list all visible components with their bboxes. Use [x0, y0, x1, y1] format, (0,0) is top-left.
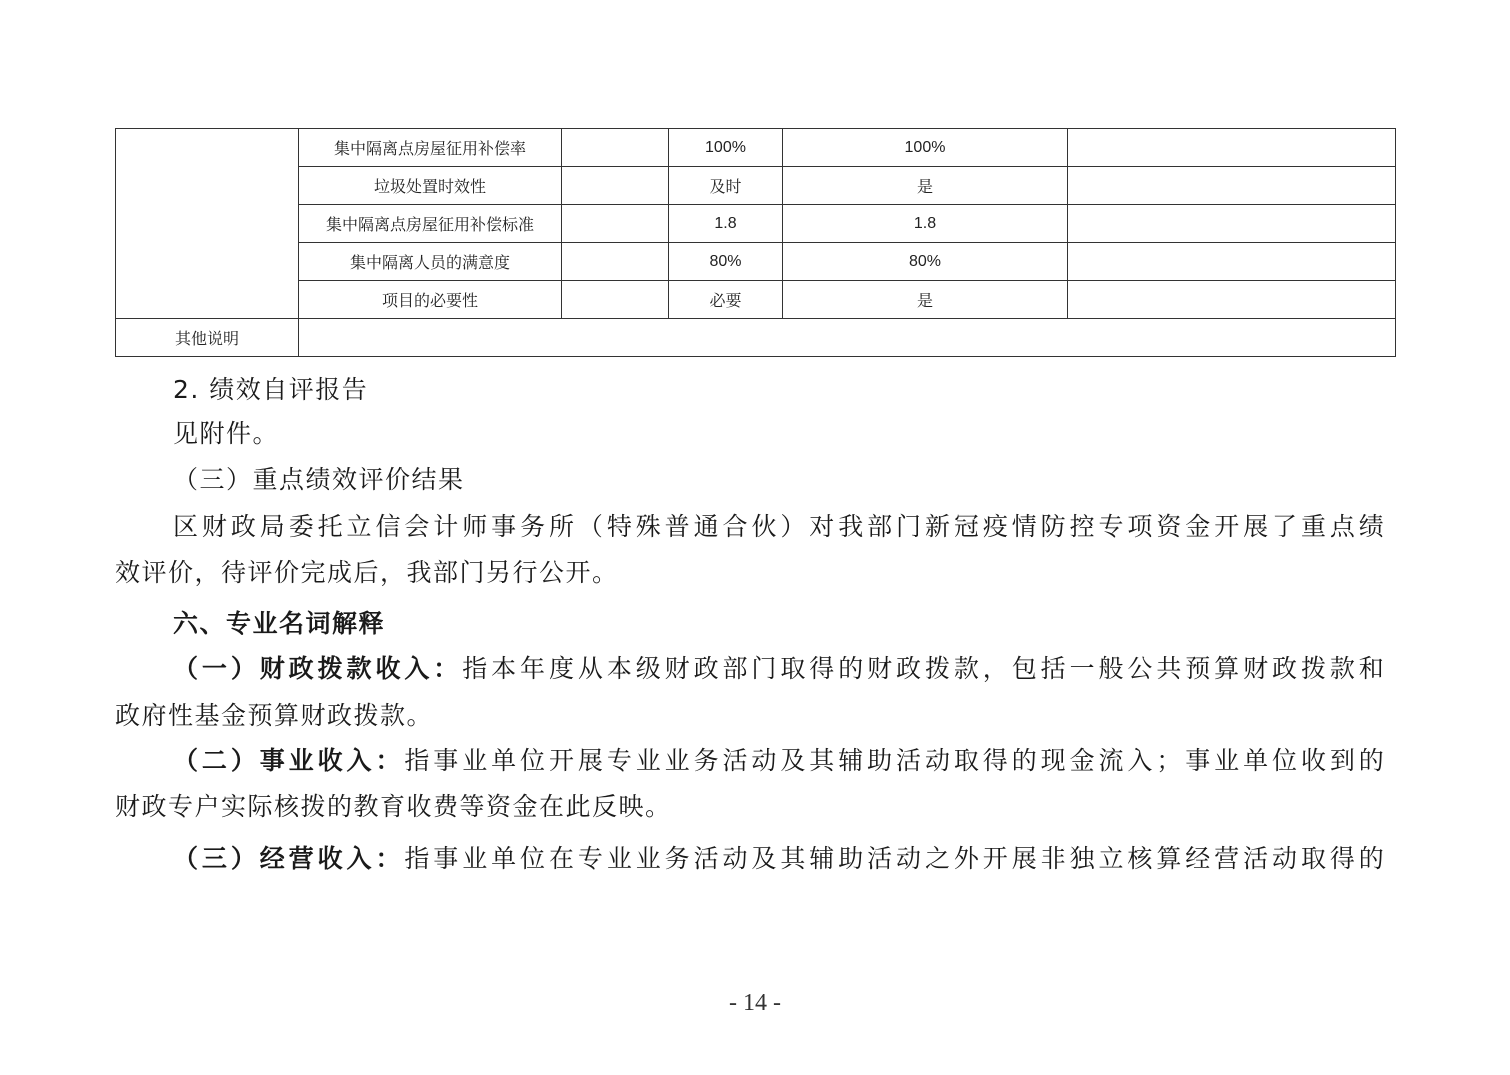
- indicator-cell: 项目的必要性: [299, 281, 562, 319]
- term1-line1: [173, 649, 1385, 685]
- target-cell: 必要: [669, 281, 783, 319]
- blank-cell: [562, 243, 669, 281]
- target-cell: 1.8: [669, 205, 783, 243]
- term3-line1: [173, 839, 1385, 875]
- blank-cell: [562, 205, 669, 243]
- note-cell: [1068, 167, 1396, 205]
- actual-cell: 是: [783, 281, 1068, 319]
- note-cell: [1068, 243, 1396, 281]
- indicator-cell: 集中隔离点房屋征用补偿率: [299, 129, 562, 167]
- table-row-other: [116, 319, 1396, 357]
- indicator-cell: 垃圾处置时效性: [299, 167, 562, 205]
- term3-text: 指事业单位在专业业务活动及其辅助活动之外开展非独立核算经营活动取得的: [404, 844, 1385, 873]
- term3-title: （三）经营收入：: [173, 844, 405, 873]
- page-number: - 14 -: [729, 990, 781, 1016]
- note-cell: [1068, 281, 1396, 319]
- term2-title: （二）事业收入：: [173, 746, 405, 775]
- term2-text: 指事业单位开展专业业务活动及其辅助活动取得的现金流入；事业单位收到的: [404, 746, 1385, 775]
- table-row: [116, 129, 1396, 167]
- performance-table: [115, 128, 1396, 357]
- actual-cell: 是: [783, 167, 1068, 205]
- note-cell: [1068, 205, 1396, 243]
- note-cell: [1068, 129, 1396, 167]
- term1-line2: 政府性基金预算财政拨款。: [115, 701, 434, 730]
- actual-cell: 1.8: [783, 205, 1068, 243]
- other-value-cell: [299, 319, 1396, 357]
- blank-cell: [562, 167, 669, 205]
- table-row: [116, 167, 1396, 205]
- key-eval-paragraph-line2: 效评价，待评价完成后，我部门另行公开。: [115, 558, 619, 587]
- term1-text: 指本年度从本级财政部门取得的财政拨款，包括一般公共预算财政拨款和: [462, 654, 1385, 683]
- blank-cell: [562, 281, 669, 319]
- key-eval-paragraph-line1: 区财政局委托立信会计师事务所（特殊普通合伙）对我部门新冠疫情防控专项资金开展了重点绩: [173, 512, 1385, 541]
- heading-terms: 六、专业名词解释: [173, 609, 386, 638]
- term2-line2: 财政专户实际核拨的教育收费等资金在此反映。: [115, 792, 672, 821]
- table-row: [116, 281, 1396, 319]
- actual-cell: 100%: [783, 129, 1068, 167]
- indicator-cell: 集中隔离点房屋征用补偿标准: [299, 205, 562, 243]
- target-cell: 80%: [669, 243, 783, 281]
- indicator-cell: 集中隔离人员的满意度: [299, 243, 562, 281]
- table-row: [116, 243, 1396, 281]
- other-label-cell: 其他说明: [116, 319, 299, 357]
- blank-cell: [562, 129, 669, 167]
- see-attachment-text: 见附件。: [173, 419, 280, 448]
- term1-title: （一）财政拨款收入：: [173, 654, 463, 683]
- heading-self-report: 2. 绩效自评报告: [173, 375, 369, 404]
- term2-line1: [173, 741, 1385, 777]
- table-row: [116, 205, 1396, 243]
- table-category-cell: [116, 129, 299, 319]
- target-cell: 100%: [669, 129, 783, 167]
- actual-cell: 80%: [783, 243, 1068, 281]
- heading-key-eval: （三）重点绩效评价结果: [173, 465, 465, 494]
- target-cell: 及时: [669, 167, 783, 205]
